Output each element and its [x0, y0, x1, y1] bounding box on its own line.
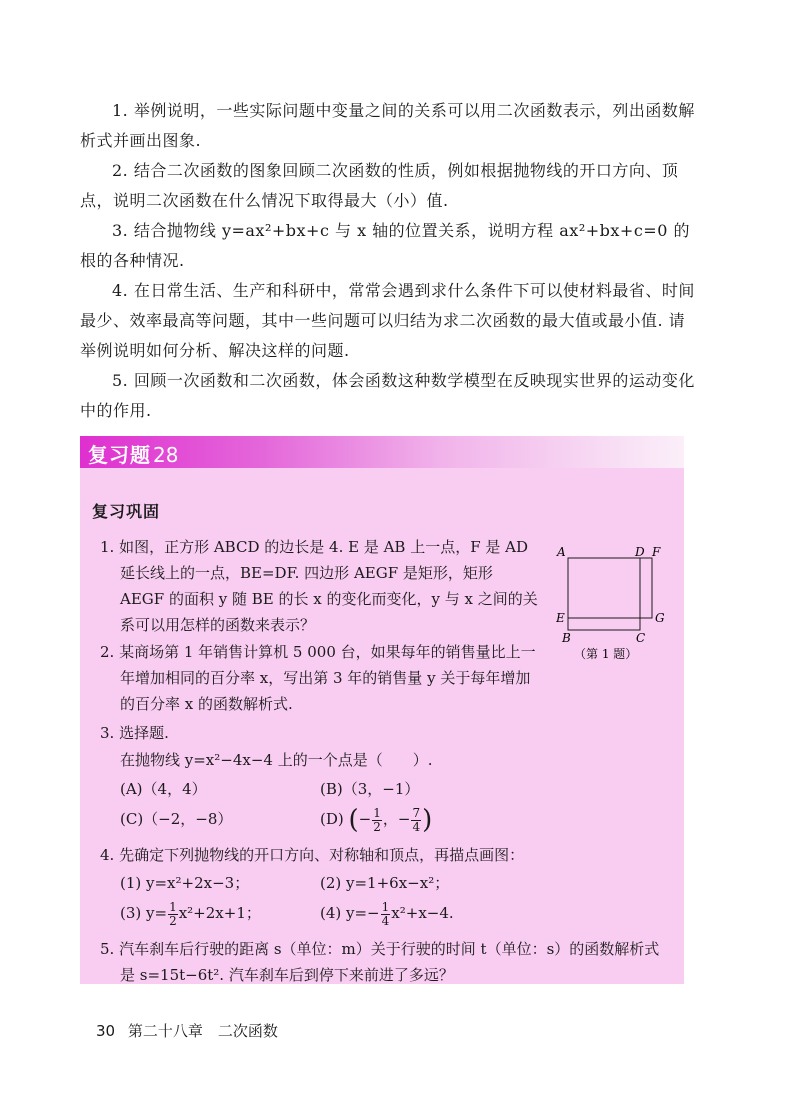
rectangle-aegf: [568, 558, 652, 618]
exercise-4: [100, 842, 670, 928]
option-b: (B)（3，−1）: [320, 780, 420, 798]
square-abcd: [568, 558, 640, 630]
label-b: B: [562, 631, 571, 645]
exercise-1: 1. 如图，正方形 ABCD 的边长是 4. E 是 AB 上一点，F 是 AD 延长线上的一点，BE=DF. 四边形 AEGF 是矩形，矩形 AEGF 的面积 y 随 BE 的长 x 的变化而变化，y 与 x 之间的关系可以用怎样的函数来表示？: [100, 538, 538, 634]
option-d: (D) (− $\frac{1}{2}$ ，− $\frac{7}{4}$ ): [320, 805, 433, 835]
exercise-3: [100, 720, 670, 834]
page-number: 30: [96, 1022, 116, 1040]
part-1: (1) y=x²+2x−3；: [120, 874, 250, 892]
chapter-title: 第二十八章 二次函数: [127, 1022, 278, 1040]
figure-caption: （第 1 题）: [574, 647, 638, 661]
exercise-2: 2. 某商场第 1 年销售计算机 5 000 台，如果每年的销售量比上一年增加相同的百分率 x，写出第 3 年的销售量 y 关于每年增加的百分率 x 的函数解析式.: [100, 643, 536, 713]
exercise-3-options: [100, 774, 670, 834]
summary-questions: [80, 96, 700, 426]
exercise-4-label: 4. 先确定下列抛物线的开口方向、对称轴和顶点，再描点画图：: [100, 846, 525, 864]
option-a: (A)（4，4）: [120, 780, 207, 798]
label-f: F: [652, 545, 661, 559]
exercise-3-question: 在抛物线 y=x²−4x−4 上的一个点是（ ）.: [120, 751, 433, 769]
exercise-3-label: 3. 选择题.: [100, 724, 169, 742]
summary-item: 3. 结合抛物线 y=ax²+bx+c 与 x 轴的位置关系，说明方程 ax²+bx+c=0 的根的各种情况.: [80, 221, 690, 270]
section-title: 复习巩固: [92, 502, 161, 521]
square-rectangle-figure: [556, 544, 676, 664]
label-d: D: [635, 545, 645, 559]
exercise-5: 5. 汽车刹车后行驶的距离 s（单位：m）关于行驶的时间 t（单位：s）的函数解析式是 s=15t−6t². 汽车刹车后到停下来前进了多远？: [100, 940, 660, 984]
label-c: C: [636, 631, 646, 645]
fraction: $\frac{7}{4}$: [412, 805, 421, 834]
summary-item: 4. 在日常生活、生产和科研中，常常会遇到求什么条件下可以使材料最省、时间最少、效率最高等问题，其中一些问题可以归结为求二次函数的最大值或最小值. 请举例说明如何分析、解决这样的问题.: [80, 281, 695, 360]
review-header: [80, 436, 684, 468]
exercise-4-parts: [100, 868, 670, 928]
part-3: (3) y= $\frac{1}{2}$ x²+2x+1；: [120, 899, 261, 928]
label-a: A: [557, 545, 566, 559]
label-e: E: [556, 611, 565, 625]
part-2: (2) y=1+6x−x²；: [320, 874, 450, 892]
page-footer: [96, 1020, 278, 1041]
summary-item: 1. 举例说明，一些实际问题中变量之间的关系可以用二次函数表示，列出函数解析式并画出图象.: [80, 101, 695, 150]
option-c: (C)（−2，−8）: [120, 810, 233, 828]
label-g: G: [655, 611, 665, 625]
summary-item: 5. 回顾一次函数和二次函数，体会函数这种数学模型在反映现实世界的运动变化中的作用.: [80, 371, 695, 420]
fraction: $\frac{1}{2}$: [373, 805, 381, 834]
part-4: (4) y=− $\frac{1}{4}$ x²+x−4.: [320, 899, 454, 928]
summary-item: 2. 结合二次函数的图象回顾二次函数的性质，例如根据抛物线的开口方向、顶点，说明二次函数在什么情况下取得最大（小）值.: [80, 161, 679, 210]
review-exercises-box: [80, 436, 684, 984]
review-title: 复习题 28: [88, 443, 179, 467]
